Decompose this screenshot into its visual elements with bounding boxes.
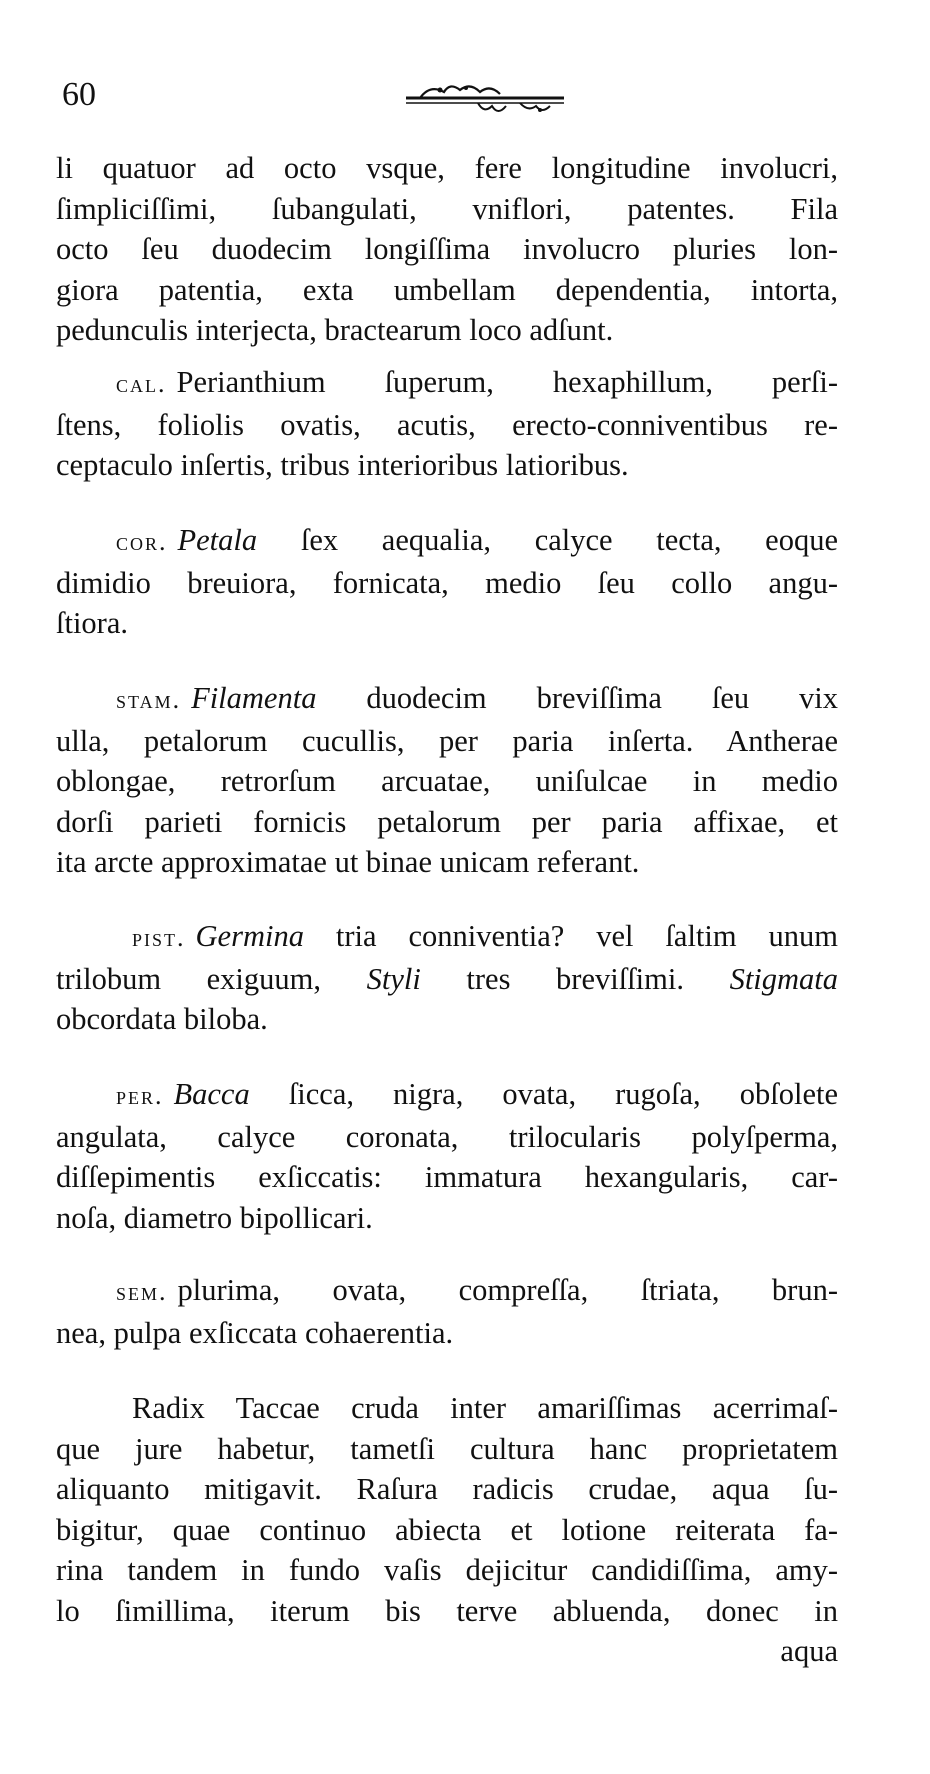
paragraph-radix bbox=[56, 1388, 838, 1672]
text-line: nea, pulpa exſiccata cohaerentia. bbox=[56, 1315, 454, 1350]
text-span: tria conniventia? vel ſaltim unum bbox=[335, 919, 838, 953]
section-label-per: per. bbox=[116, 1081, 164, 1110]
term-petala: Petala bbox=[177, 523, 258, 557]
term-bacca: Bacca bbox=[173, 1077, 250, 1111]
text-line: oblongae, retrorſum arcuatae, uniſulcae in medio bbox=[56, 764, 838, 798]
text-span: Perianthium ſuperum, hexaphillum, perſi- bbox=[176, 365, 838, 399]
text-line: dorſi parieti fornicis petalorum per paria affixae, et bbox=[56, 804, 838, 839]
text-line: obcordata biloba. bbox=[56, 1002, 268, 1036]
section-label-pist: pist. bbox=[132, 923, 186, 952]
text-line: ulla, petalorum cucullis, per paria inſerta. Antherae bbox=[56, 723, 838, 758]
text-span: tres breviſſimi. bbox=[466, 961, 684, 996]
text-line: li quatuor ad octo vsque, fere longitudine involucri, bbox=[56, 151, 838, 185]
text-line: octo ſeu duodecim longiſſima involucro pluries lon- bbox=[56, 232, 838, 266]
paragraph-involucrum bbox=[56, 148, 838, 351]
text-line: rina tandem in fundo vaſis dejicitur candidiſſima, amy- bbox=[56, 1553, 838, 1587]
text-line: ſtens, foliolis ovatis, acutis, erecto-conniventibus re- bbox=[56, 407, 838, 442]
text-line: Radix Taccae cruda inter amariſſimas acerrimaſ- bbox=[132, 1391, 838, 1425]
text-line: ita arcte approximatae ut binae unicam referant. bbox=[56, 845, 640, 879]
text-line: pedunculis interjecta, bractearum loco adſunt. bbox=[56, 313, 614, 347]
text-line: angulata, calyce coronata, trilocularis polyſperma, bbox=[56, 1119, 838, 1154]
catchword: aqua bbox=[780, 1634, 838, 1668]
term-filamenta: Filamenta bbox=[191, 681, 317, 715]
paragraph-pistillum bbox=[56, 916, 838, 1040]
text-line: ceptaculo inſertis, tribus interioribus latioribus. bbox=[56, 448, 629, 482]
text-span: plurima, ovata, compreſſa, ſtriata, brun- bbox=[177, 1273, 838, 1307]
text-line: noſa, diametro bipollicari. bbox=[56, 1200, 373, 1235]
text-line: giora patentia, exta umbellam dependentia, intorta, bbox=[56, 272, 838, 307]
text-line: dimidio breuiora, fornicata, medio ſeu collo angu- bbox=[56, 565, 838, 600]
paragraph-pericarpium bbox=[56, 1074, 838, 1238]
text-span: trilobum exiguum, bbox=[56, 961, 322, 996]
text-line: diſſepimentis exſiccatis: immatura hexangularis, car- bbox=[56, 1160, 838, 1194]
decorative-rule-ornament bbox=[400, 76, 570, 120]
paragraph-calyx bbox=[56, 362, 838, 486]
text-span: ſex aequalia, calyce tecta, eoque bbox=[300, 523, 838, 557]
section-label-sem: sem. bbox=[116, 1277, 168, 1306]
section-label-stam: stam. bbox=[116, 685, 182, 714]
text-line: que jure habetur, tametſi cultura hanc proprietatem bbox=[56, 1431, 838, 1466]
text-line: aliquanto mitigavit. Raſura radicis crudae, aqua ſu- bbox=[56, 1472, 838, 1506]
text-line: lo ſimillima, iterum bis terve abluenda, donec in bbox=[56, 1593, 838, 1628]
term-styli: Styli bbox=[366, 961, 421, 996]
paragraph-semina bbox=[56, 1270, 838, 1353]
text-line: ſtiora. bbox=[56, 606, 128, 640]
term-stigmata: Stigmata bbox=[729, 961, 839, 996]
paragraph-corolla bbox=[56, 520, 838, 644]
text-line: ſimpliciſſimi, ſubangulati, vniflori, patentes. Fila bbox=[56, 191, 838, 226]
page-number: 60 bbox=[62, 76, 96, 113]
text-span: duodecim breviſſima ſeu vix bbox=[366, 681, 838, 715]
text-span: ſicca, nigra, ovata, rugoſa, obſolete bbox=[288, 1077, 838, 1111]
paragraph-stamina bbox=[56, 678, 838, 883]
section-label-cal: cal. bbox=[116, 369, 167, 398]
section-label-cor: cor. bbox=[116, 527, 168, 556]
term-germina: Germina bbox=[195, 919, 304, 953]
text-line: bigitur, quae continuo abiecta et lotione reiterata fa- bbox=[56, 1512, 838, 1547]
